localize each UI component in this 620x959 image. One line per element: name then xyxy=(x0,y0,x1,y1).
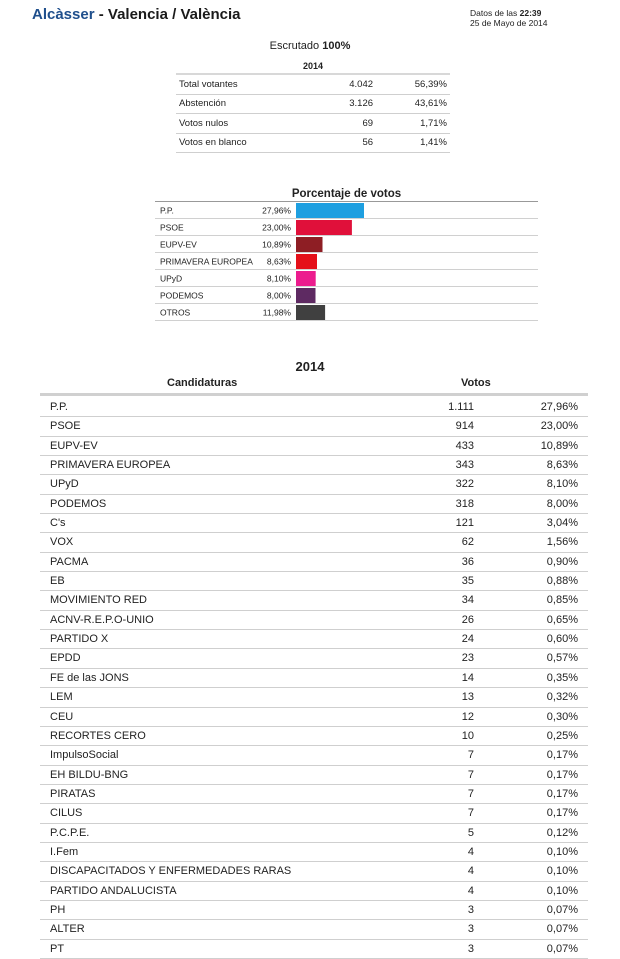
party-votes: 318 xyxy=(455,497,474,510)
party-name: PRIMAVERA EUROPEA xyxy=(50,459,171,472)
party-name: PARTIDO ANDALUCISTA xyxy=(50,884,177,897)
party-pct: 23,00% xyxy=(540,420,578,433)
party-pct: 0,17% xyxy=(546,807,578,820)
bar xyxy=(296,271,316,286)
party-name: DISCAPACITADOS Y ENFERMEDADES RARAS xyxy=(50,865,292,878)
party-votes: 7 xyxy=(467,807,474,820)
summary-pct: 1,41% xyxy=(376,133,450,153)
bar-category-label: PRIMAVERA EUROPEA xyxy=(160,256,253,267)
bar xyxy=(296,305,325,320)
summary-row xyxy=(176,133,450,153)
bar-value-label: 8,63% xyxy=(266,256,291,267)
result-row xyxy=(40,514,588,533)
party-pct: 0,57% xyxy=(546,652,578,665)
party-pct: 0,07% xyxy=(546,942,578,955)
party-name: FE de las JONS xyxy=(50,671,129,684)
party-votes: 62 xyxy=(461,536,474,549)
party-name: I.Fem xyxy=(50,845,79,858)
page-title xyxy=(32,6,241,23)
party-votes: 433 xyxy=(455,439,474,452)
result-row xyxy=(40,688,588,707)
escrutado-value: 100% xyxy=(322,40,351,52)
party-votes: 3 xyxy=(467,923,474,936)
party-votes: 5 xyxy=(467,826,474,839)
party-name: PSOE xyxy=(50,420,81,433)
summary-row xyxy=(176,74,450,94)
bar-row xyxy=(155,288,538,304)
party-pct: 0,07% xyxy=(546,923,578,936)
party-name: CEU xyxy=(50,710,74,723)
party-name: P.C.P.E. xyxy=(50,826,90,839)
party-votes: 36 xyxy=(461,555,474,568)
party-pct: 0,32% xyxy=(546,691,578,704)
summary-label: Votos en blanco xyxy=(176,133,318,153)
results-table xyxy=(40,398,588,959)
bar xyxy=(296,288,316,303)
result-row xyxy=(40,456,588,475)
party-pct: 0,07% xyxy=(546,903,578,916)
bar-value-label: 11,98% xyxy=(262,307,291,318)
party-pct: 0,88% xyxy=(546,575,578,588)
party-pct: 0,30% xyxy=(546,710,578,723)
summary-label: Abstención xyxy=(176,94,318,114)
province-name: - Valencia / València xyxy=(98,6,241,23)
municipality-name: Alcàsser xyxy=(32,6,95,23)
party-pct: 0,10% xyxy=(546,845,578,858)
bar-value-label: 23,00% xyxy=(262,222,291,233)
summary-label: Votos nulos xyxy=(176,114,318,134)
party-votes: 4 xyxy=(467,865,474,878)
party-votes: 121 xyxy=(455,517,474,530)
party-name: RECORTES CERO xyxy=(50,729,146,742)
bar xyxy=(296,220,352,235)
party-votes: 23 xyxy=(461,652,474,665)
result-row xyxy=(40,920,588,939)
party-pct: 27,96% xyxy=(540,401,578,413)
party-name: VOX xyxy=(50,536,74,549)
party-name: CILUS xyxy=(50,807,83,820)
bar-category-label: EUPV-EV xyxy=(160,239,197,250)
party-name: PH xyxy=(50,903,66,916)
party-name: EUPV-EV xyxy=(50,439,98,452)
summary-count: 3.126 xyxy=(318,94,376,114)
summary-count: 56 xyxy=(318,133,376,153)
result-row xyxy=(40,901,588,920)
result-row xyxy=(40,804,588,823)
party-votes: 34 xyxy=(461,594,474,607)
bar-category-label: P.P. xyxy=(160,205,174,216)
party-name: C's xyxy=(50,517,66,530)
escrutado-status xyxy=(0,40,620,52)
summary-count: 69 xyxy=(318,114,376,134)
party-name: MOVIMIENTO RED xyxy=(50,594,147,607)
party-pct: 8,63% xyxy=(546,459,578,472)
summary-label: Total votantes xyxy=(176,74,318,94)
party-votes: 914 xyxy=(455,420,474,433)
party-pct: 0,17% xyxy=(546,787,578,800)
results-header xyxy=(40,377,588,396)
party-name: EPDD xyxy=(50,652,81,665)
party-name: LEM xyxy=(50,691,73,704)
bar-row xyxy=(155,271,538,287)
result-row xyxy=(40,669,588,688)
party-pct: 3,04% xyxy=(546,517,578,530)
participation-summary-table xyxy=(176,73,450,153)
result-row xyxy=(40,824,588,843)
party-pct: 0,65% xyxy=(546,613,578,626)
party-votes: 7 xyxy=(467,749,474,762)
result-row xyxy=(40,882,588,901)
bar xyxy=(296,203,364,218)
result-row xyxy=(40,746,588,765)
bar-category-label: PODEMOS xyxy=(160,290,204,301)
result-row xyxy=(40,862,588,881)
result-row xyxy=(40,708,588,727)
party-votes: 343 xyxy=(455,459,474,472)
vote-percentage-bar-chart xyxy=(155,202,539,321)
result-row xyxy=(40,766,588,785)
party-pct: 8,10% xyxy=(546,478,578,491)
bar-value-label: 27,96% xyxy=(262,205,291,216)
party-pct: 0,10% xyxy=(546,865,578,878)
party-votes: 3 xyxy=(467,942,474,955)
bar-row xyxy=(155,254,538,270)
party-pct: 0,60% xyxy=(546,633,578,646)
party-pct: 0,17% xyxy=(546,749,578,762)
chart-title: Porcentaje de votos xyxy=(291,188,402,200)
party-pct: 0,35% xyxy=(546,671,578,684)
bar-value-label: 8,00% xyxy=(266,290,291,301)
party-name: PT xyxy=(50,942,65,955)
bar-category-label: PSOE xyxy=(160,222,184,233)
data-timestamp xyxy=(470,8,548,28)
party-pct: 0,17% xyxy=(546,768,578,781)
party-votes: 14 xyxy=(461,671,474,684)
party-votes: 4 xyxy=(467,845,474,858)
bar-value-label: 10,89% xyxy=(262,239,291,250)
party-name: ACNV-R.E.P.O-UNIO xyxy=(50,613,154,626)
result-row xyxy=(40,553,588,572)
party-pct: 0,12% xyxy=(546,826,578,839)
summary-pct: 43,61% xyxy=(376,94,450,114)
column-header-candidaturas: Candidaturas xyxy=(167,377,238,389)
page-header xyxy=(32,6,241,24)
party-name: PIRATAS xyxy=(50,787,96,800)
party-votes: 12 xyxy=(461,710,474,723)
party-name: EH BILDU-BNG xyxy=(50,768,129,781)
party-votes: 3 xyxy=(467,903,474,916)
result-row xyxy=(40,940,588,959)
party-pct: 8,00% xyxy=(546,497,578,510)
result-row xyxy=(40,630,588,649)
party-votes: 26 xyxy=(461,613,474,626)
bar-category-label: UPyD xyxy=(160,273,183,284)
result-row xyxy=(40,475,588,494)
party-name: P.P. xyxy=(50,401,68,413)
result-row xyxy=(40,591,588,610)
party-votes: 13 xyxy=(461,691,474,704)
result-row xyxy=(40,437,588,456)
result-row xyxy=(40,611,588,630)
summary-year: 2014 xyxy=(302,61,324,71)
party-name: PACMA xyxy=(50,555,89,568)
party-votes: 322 xyxy=(455,478,474,491)
result-row xyxy=(40,843,588,862)
party-votes: 4 xyxy=(467,884,474,897)
summary-pct: 1,71% xyxy=(376,114,450,134)
bar-row xyxy=(155,305,538,321)
party-votes: 1.111 xyxy=(448,401,474,413)
party-name: ImpulsoSocial xyxy=(50,749,119,762)
party-name: PODEMOS xyxy=(50,497,107,510)
results-year: 2014 xyxy=(295,359,325,374)
party-pct: 1,56% xyxy=(546,536,578,549)
escrutado-label: Escrutado xyxy=(269,40,320,52)
result-row xyxy=(40,495,588,514)
party-name: EB xyxy=(50,575,65,588)
bar-row xyxy=(155,237,538,253)
summary-pct: 56,39% xyxy=(376,74,450,94)
bar-value-label: 8,10% xyxy=(266,273,291,284)
party-votes: 7 xyxy=(467,787,474,800)
result-row xyxy=(40,417,588,436)
data-date: 25 de Mayo de 2014 xyxy=(470,18,548,28)
party-votes: 24 xyxy=(461,633,474,646)
party-pct: 0,10% xyxy=(546,884,578,897)
party-name: PARTIDO X xyxy=(50,633,109,646)
bar xyxy=(296,237,323,252)
party-pct: 0,90% xyxy=(546,555,578,568)
bar-row xyxy=(155,220,538,236)
bar-category-label: OTROS xyxy=(160,307,191,318)
summary-count: 4.042 xyxy=(318,74,376,94)
party-name: ALTER xyxy=(50,923,85,936)
column-header-votos: Votos xyxy=(461,377,491,389)
bar-row xyxy=(155,203,538,219)
data-time: 22:39 xyxy=(519,8,542,18)
party-pct: 10,89% xyxy=(540,439,578,452)
party-pct: 0,85% xyxy=(546,594,578,607)
result-row xyxy=(40,649,588,668)
party-name: UPyD xyxy=(50,478,79,491)
summary-row xyxy=(176,114,450,134)
result-row xyxy=(40,533,588,552)
result-row xyxy=(40,727,588,746)
result-row xyxy=(40,572,588,591)
result-row xyxy=(40,785,588,804)
bar xyxy=(296,254,317,269)
party-pct: 0,25% xyxy=(546,729,578,742)
summary-row xyxy=(176,94,450,114)
party-votes: 35 xyxy=(461,575,474,588)
party-votes: 10 xyxy=(461,729,474,742)
result-row xyxy=(40,398,588,417)
datetime-label: Datos de las xyxy=(470,8,518,18)
party-votes: 7 xyxy=(467,768,474,781)
